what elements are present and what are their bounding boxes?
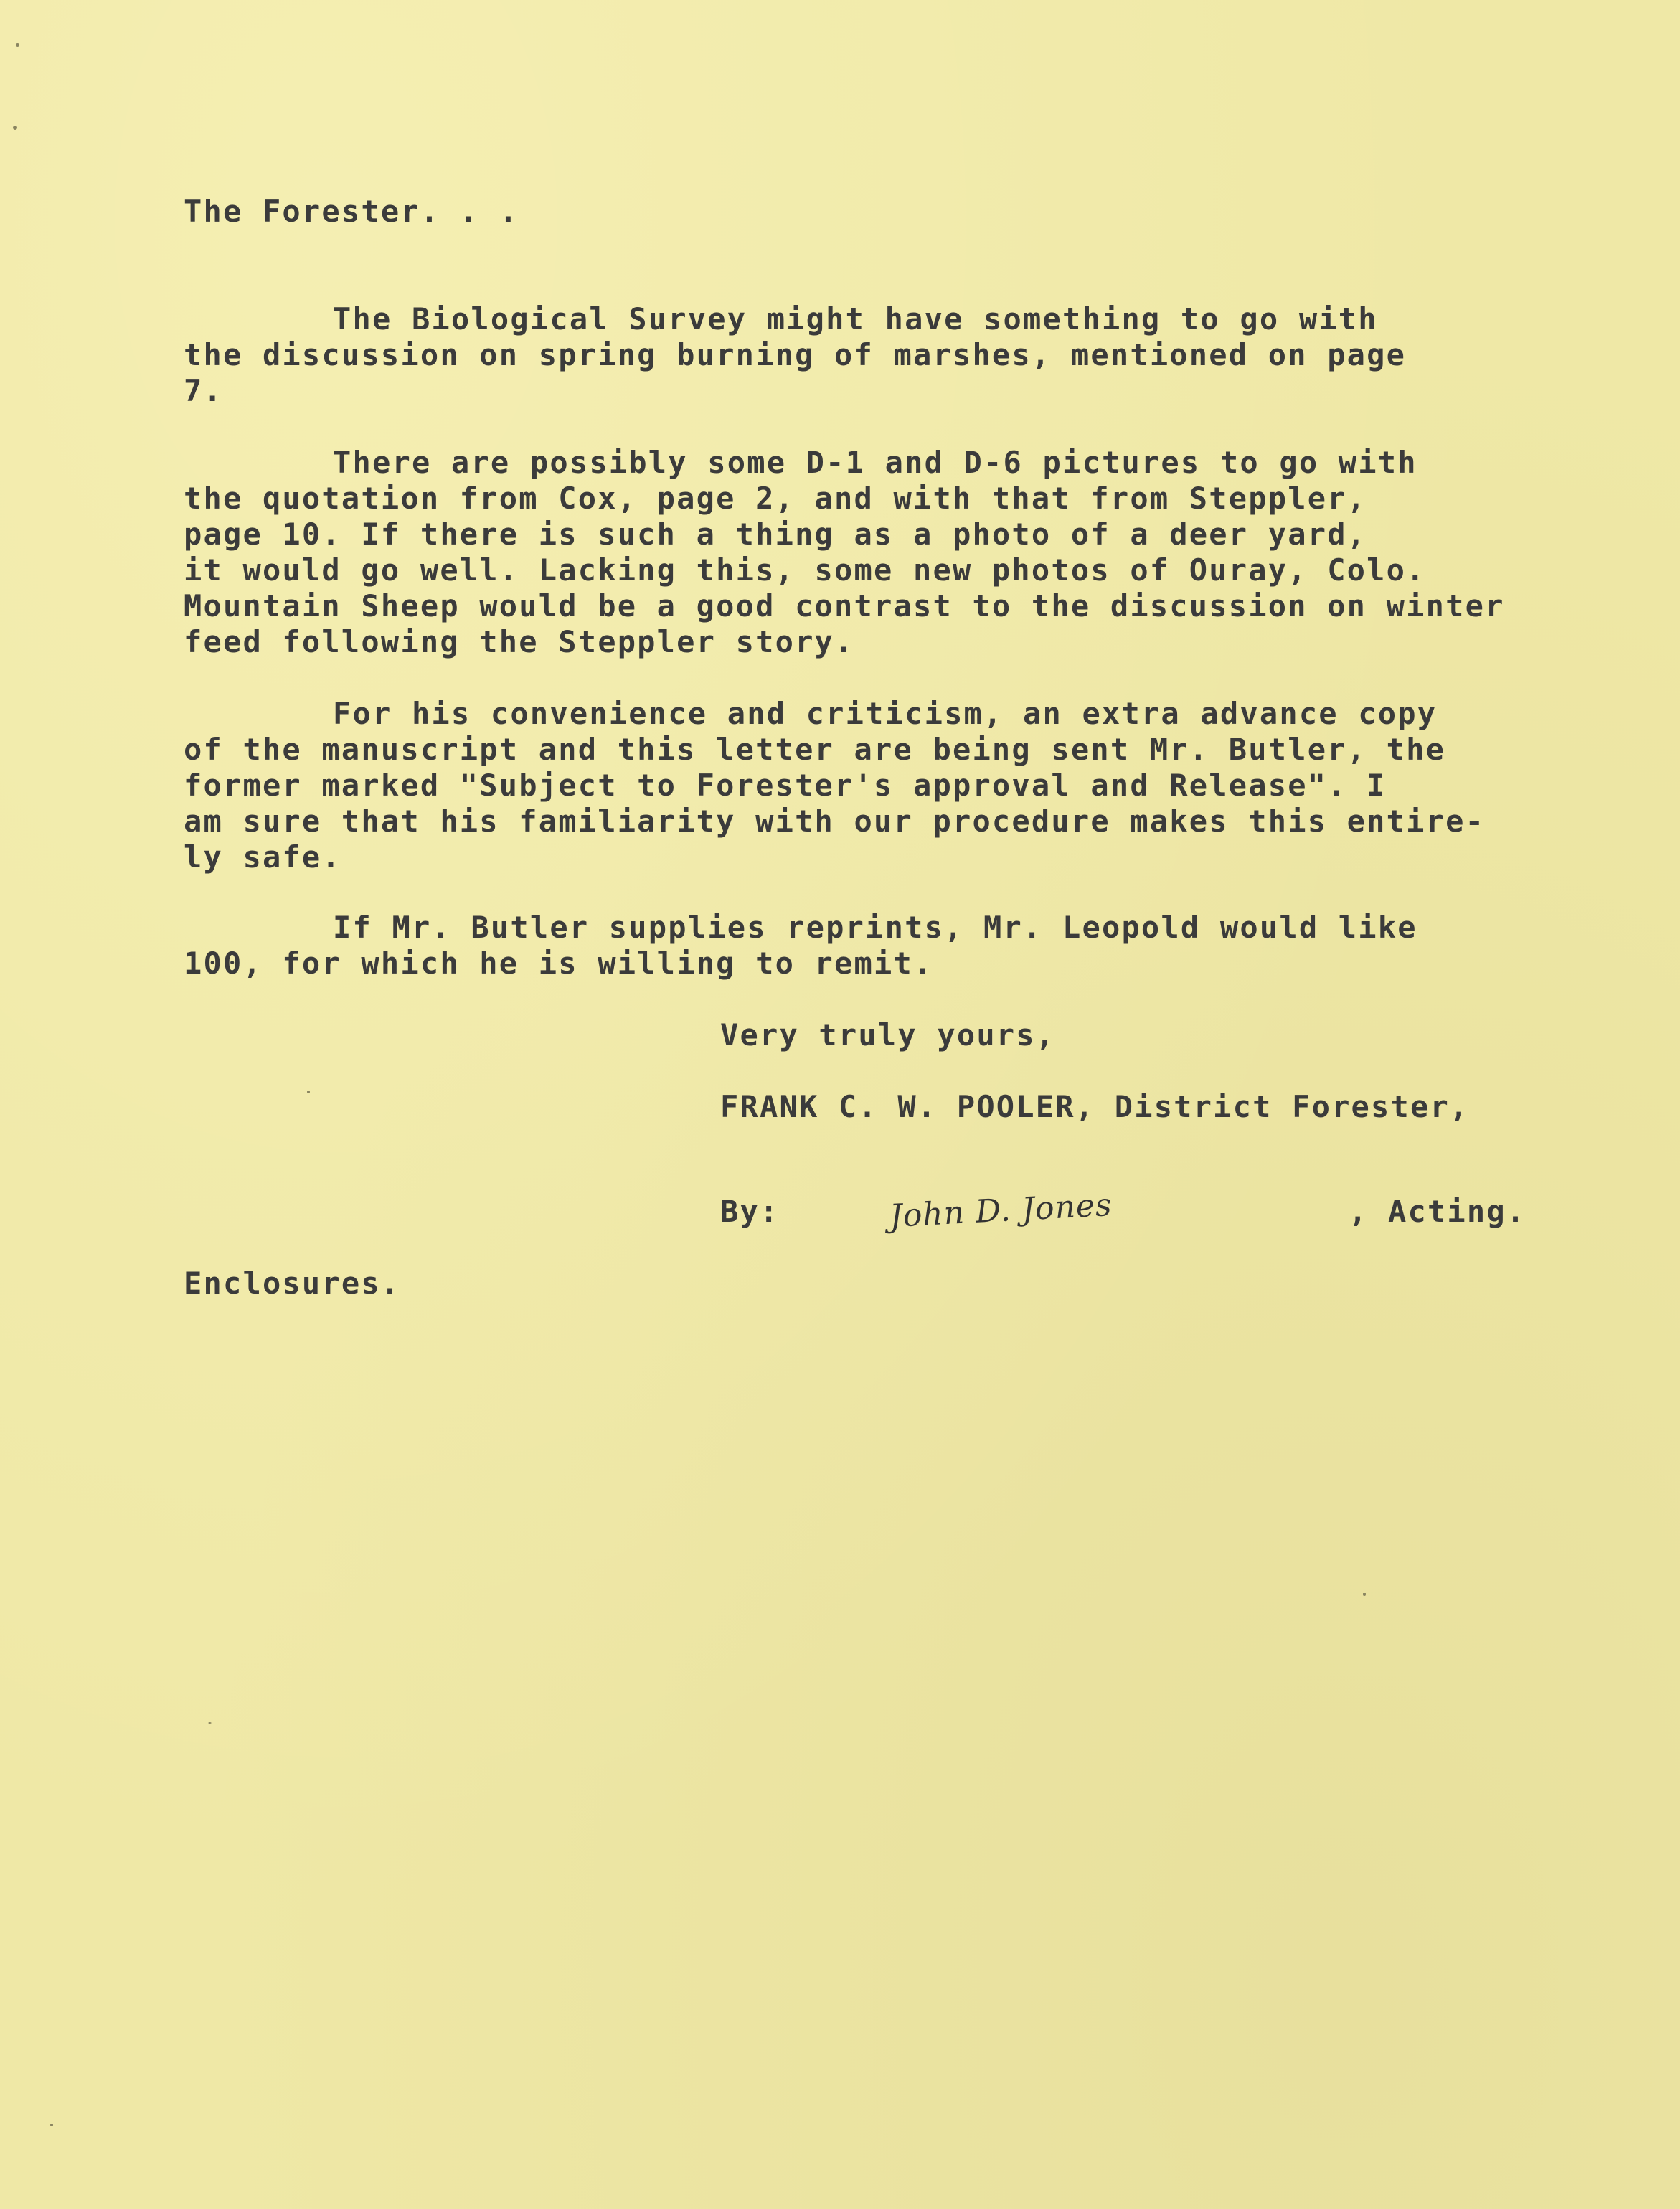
paragraph3-line2: of the manuscript and this letter are being sent Mr. Butler, the — [184, 732, 1446, 767]
paper-speck — [208, 1722, 212, 1724]
paragraph3-line3: former marked "Subject to Forester's approval and Release". I — [184, 768, 1387, 803]
enclosures: Enclosures. — [184, 1266, 401, 1301]
paper-speck — [13, 126, 17, 130]
paragraph2-line1: There are possibly some D-1 and D-6 pictures to go with — [333, 445, 1417, 480]
paper-speck — [307, 1091, 310, 1093]
paragraph1-line2: the discussion on spring burning of marshes, mentioned on page — [184, 337, 1407, 372]
paper-speck — [1363, 1593, 1366, 1596]
paragraph4-line2: 100, for which he is willing to remit. — [184, 946, 933, 981]
acting-label: , Acting. — [1349, 1194, 1526, 1229]
closing: Very truly yours, — [720, 1017, 1056, 1052]
letter-header: The Forester. . . — [184, 194, 519, 229]
paragraph2-line5: Mountain Sheep would be a good contrast to the discussion on winter — [184, 588, 1505, 623]
by-label: By: — [720, 1194, 780, 1229]
paragraph2-line2: the quotation from Cox, page 2, and with that from Steppler, — [184, 481, 1367, 516]
paragraph1-line3: 7. — [184, 373, 223, 408]
sender-name: FRANK C. W. POOLER, District Forester, — [720, 1089, 1470, 1124]
paper-speck — [50, 2124, 53, 2126]
paragraph1-line1: The Biological Survey might have something to go with — [333, 301, 1378, 336]
paper-speck — [16, 43, 19, 47]
paragraph3-line4: am sure that his familiarity with our procedure makes this entire- — [184, 804, 1486, 839]
paragraph3-line5: ly safe. — [184, 839, 341, 875]
paragraph2-line3: page 10. If there is such a thing as a photo of a deer yard, — [184, 517, 1367, 552]
signature: John D. Jones — [888, 1186, 1113, 1235]
paragraph4-line1: If Mr. Butler supplies reprints, Mr. Leopold would like — [333, 910, 1417, 945]
paragraph3-line1: For his convenience and criticism, an extra advance copy — [333, 696, 1438, 731]
paragraph2-line6: feed following the Steppler story. — [184, 624, 854, 659]
paragraph2-line4: it would go well. Lacking this, some new photos of Ouray, Colo. — [184, 552, 1426, 588]
